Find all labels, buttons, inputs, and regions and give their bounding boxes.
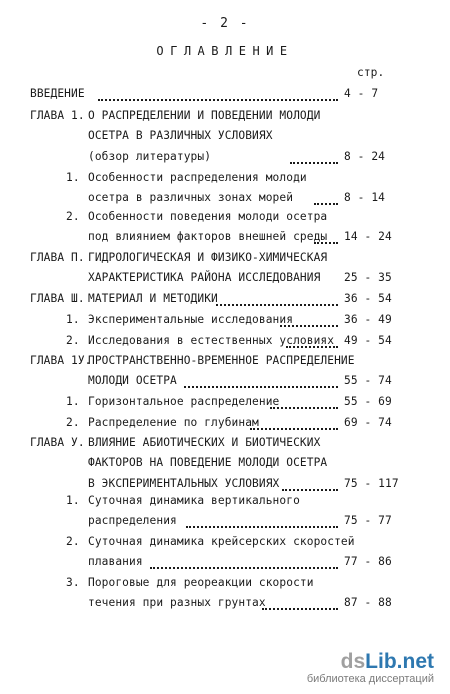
- toc-leader-dots: [314, 230, 338, 244]
- page-title: ОГЛАВЛЕНИЕ: [156, 44, 294, 58]
- toc-entry-line[interactable]: под влиянием факторов внешней среды: [88, 230, 328, 244]
- toc-page-range: 55 - 74: [344, 374, 392, 388]
- toc-chapter-label: ГЛАВА У.: [30, 436, 85, 449]
- toc-page-range: 4 - 7: [344, 87, 379, 100]
- toc-leader-dots: [314, 191, 338, 205]
- toc-leader-dots: [282, 477, 338, 491]
- toc-page-range: 77 - 86: [344, 555, 392, 569]
- toc-entry-line[interactable]: МАТЕРИАЛ И МЕТОДИКИ: [88, 292, 218, 305]
- toc-page-range: 87 - 88: [344, 596, 392, 610]
- toc-page-range: 55 - 69: [344, 395, 392, 408]
- toc-entry-line[interactable]: Особенности поведения молоди осетра: [88, 210, 328, 223]
- toc-entry-line[interactable]: О РАСПРЕДЕЛЕНИИ И ПОВЕДЕНИИ МОЛОДИ: [88, 109, 321, 122]
- toc-leader-dots: [98, 87, 338, 101]
- toc-page-range: 36 - 54: [344, 292, 392, 305]
- toc-entry-line[interactable]: Пороговые для реореакции скорости: [88, 576, 314, 589]
- toc-page-range: 8 - 24: [344, 149, 386, 163]
- watermark: [307, 651, 434, 686]
- toc-entry-line[interactable]: распределения: [88, 514, 177, 528]
- toc-chapter-label: ГЛАВА Ш.: [30, 292, 85, 305]
- toc-entry-line[interactable]: Горизонтальное распределение: [88, 395, 280, 408]
- toc-page-range: 49 - 54: [344, 334, 392, 347]
- pages-column-header: стр.: [357, 66, 385, 79]
- toc-page-range: 14 - 24: [344, 230, 392, 244]
- toc-leader-dots: [216, 292, 338, 306]
- toc-entry-line[interactable]: Особенности распределения молоди: [88, 171, 307, 184]
- toc-entry-line[interactable]: Суточная динамика вертикального: [88, 494, 300, 507]
- toc-entry-line[interactable]: В ЭКСПЕРИМЕНТАЛЬНЫХ УСЛОВИЯХ: [88, 476, 280, 490]
- toc-entry-line[interactable]: ГИДРОЛОГИЧЕСКАЯ И ФИЗИКО-ХИМИЧЕСКАЯ: [88, 251, 328, 264]
- toc-leader-dots: [184, 374, 338, 388]
- toc-section-number: 1.: [66, 494, 80, 507]
- toc-page-range: 8 - 14: [344, 191, 386, 205]
- watermark-subtitle: библиотека диссертаций: [306, 673, 434, 685]
- toc-entry-line[interactable]: ФАКТОРОВ НА ПОВЕДЕНИЕ МОЛОДИ ОСЕТРА: [88, 456, 328, 470]
- toc-page-range: 75 - 77: [344, 514, 392, 528]
- toc-entry-line[interactable]: плавания: [88, 555, 143, 569]
- toc-section-number: 2.: [66, 416, 80, 429]
- watermark-logo: dsLib.net: [340, 650, 434, 673]
- toc-page-range: 36 - 49: [344, 313, 392, 326]
- toc-section-number: 2.: [66, 210, 80, 223]
- toc-section-number: 1.: [66, 171, 80, 184]
- toc-page-range: 69 - 74: [344, 416, 392, 429]
- toc-leader-dots: [262, 596, 338, 610]
- toc-leader-dots: [280, 313, 338, 327]
- toc-entry-line[interactable]: МОЛОДИ ОСЕТРА: [88, 374, 177, 388]
- toc-chapter-label: ГЛАВА 1.: [30, 109, 85, 122]
- toc-entry-line[interactable]: Экспериментальные исследования: [88, 313, 294, 326]
- toc-leader-dots: [150, 555, 338, 569]
- toc-entry-line[interactable]: течения при разных грунтах: [88, 596, 266, 610]
- toc-entry-line[interactable]: ВЛИЯНИЕ АБИОТИЧЕСКИХ И БИОТИЧЕСКИХ: [88, 436, 321, 449]
- toc-entry-line[interactable]: (обзор литературы): [88, 149, 212, 163]
- toc-section-number: 2.: [66, 535, 80, 548]
- page-number: - 2 -: [200, 16, 250, 31]
- toc-entry-label[interactable]: ВВЕДЕНИЕ: [30, 87, 85, 100]
- toc-entry-line[interactable]: Распределение по глубинам: [88, 416, 259, 429]
- toc-entry-line[interactable]: ОСЕТРА В РАЗЛИЧНЫХ УСЛОВИЯХ: [88, 129, 273, 143]
- toc-chapter-label: ГЛАВА 1У.: [30, 354, 92, 367]
- toc-section-number: 1.: [66, 395, 80, 408]
- toc-page-range: 25 - 35: [344, 271, 392, 285]
- toc-leader-dots: [286, 334, 338, 348]
- toc-entry-line[interactable]: Суточная динамика крейсерских скоростей: [88, 535, 355, 548]
- toc-leader-dots: [290, 150, 338, 164]
- toc-entry-line[interactable]: Исследования в естественных условиях: [88, 334, 335, 347]
- toc-page-range: 75 - 117: [344, 476, 399, 490]
- toc-leader-dots: [186, 514, 338, 528]
- toc-leader-dots: [270, 395, 338, 409]
- toc-entry-line[interactable]: ХАРАКТЕРИСТИКА РАЙОНА ИССЛЕДОВАНИЯ: [88, 271, 321, 285]
- toc-chapter-label: ГЛАВА П.: [30, 251, 85, 264]
- toc-section-number: 2.: [66, 334, 80, 347]
- toc-entry-line[interactable]: осетра в различных зонах морей: [88, 191, 294, 205]
- toc-section-number: 3.: [66, 576, 80, 589]
- toc-leader-dots: [250, 416, 338, 430]
- toc-entry-line[interactable]: ПРОСТРАНСТВЕННО-ВРЕМЕННОЕ РАСПРЕДЕЛЕНИЕ: [88, 354, 355, 367]
- toc-section-number: 1.: [66, 313, 80, 326]
